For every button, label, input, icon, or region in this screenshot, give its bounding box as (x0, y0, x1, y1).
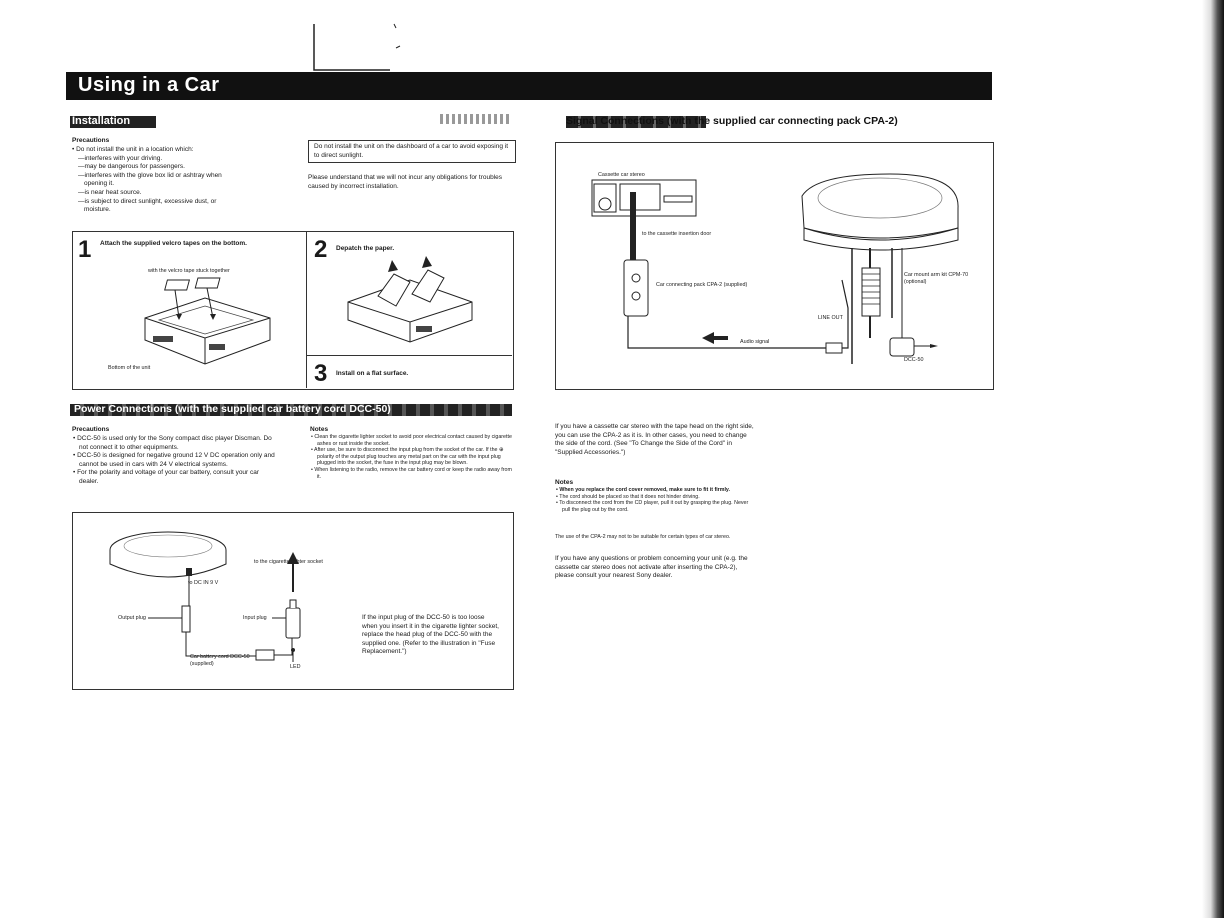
step1-number: 1 (78, 236, 92, 263)
steps-divider-h (306, 355, 512, 356)
steps-divider-v (306, 231, 307, 388)
step2-number: 2 (314, 236, 328, 263)
audio-signal-label: Audio signal (740, 339, 770, 345)
signal-notes-heading: Notes (555, 479, 574, 486)
power-notes-heading: Notes (310, 426, 329, 433)
step1-label-top: with the velcro tape stuck together (148, 268, 230, 274)
dashboard-warning-text: Do not install the unit on the dashboard of a car to avoid exposing it to direct sunlight. (314, 143, 509, 159)
line-out-label: LINE OUT (818, 315, 843, 321)
signal-notes-list (555, 487, 755, 513)
insertion-door-label: to the cassette insertion door (642, 231, 712, 237)
signal-note-item: • When you replace the cord cover removed, make sure to fit it firmly. (556, 487, 730, 493)
step3-text: Install on a flat surface. (336, 370, 409, 377)
signal-para2: The use of the CPA-2 may not to be suitable for certain types of car stereo. (555, 534, 731, 540)
power-title: Power Connections (with the supplied car battery cord DCC-50) (74, 403, 391, 415)
power-note-item: • When listening to the radio, remove the car battery cord or keep the radio away from it. (311, 466, 512, 480)
cassette-stereo-label: Cassette car stereo (598, 172, 645, 178)
page-edge-shadow (1202, 0, 1224, 918)
install-precautions-heading: Precautions (72, 137, 110, 144)
dcc50-label: DCC-50 (904, 357, 924, 363)
power-precautions-heading: Precautions (72, 426, 110, 433)
install-precaution-line: —interferes with your driving. (78, 154, 163, 162)
power-note-item: • After use, be sure to disconnect the input plug from the socket of the car. If the ⊕ polarity of the output plug touches any metal part on the car with the input plug plugged into the socket, the fuse in the input plug may be blown. (311, 447, 504, 467)
installation-title: Installation (72, 115, 131, 127)
power-precaution-item: • DCC-50 is used only for the Sony compact disc player Discman. Do not connect it to other equipments. (73, 435, 272, 451)
input-plug-label: Input plug (243, 615, 267, 621)
install-precaution-line: moisture. (84, 206, 111, 214)
cigarette-socket-label: to the cigarette lighter socket (254, 559, 323, 565)
installation-title-residue (440, 114, 510, 124)
led-label: LED (290, 664, 301, 670)
power-note-item: • Clean the cigarette lighter socket to avoid poor electrical contact caused by cigarette ashes or rust inside the socket. (311, 434, 512, 447)
step2-text: Depatch the paper. (336, 245, 395, 252)
power-precautions-list (72, 435, 280, 487)
install-precaution-line: opening it. (84, 180, 114, 188)
output-plug-label: Output plug (118, 615, 146, 621)
fuse-replacement-note: If the input plug of the DCC-50 is too loose when you insert it in the cigarette lighter socket, replace the head plug of the DCC-50 with the supplied one. (Refer to the illustration in "Fuse Replacement.") (362, 614, 499, 656)
signal-note-item: • The cord should be placed so that it does not hinder driving. (556, 493, 700, 500)
dc-in-label: to DC IN 9 V (188, 580, 219, 586)
install-precautions-list (72, 146, 272, 215)
signal-para1: If you have a cassette car stereo with the tape head on the right side, you can use the CPA-2 as it is. In other cases, you need to change the side of the cord. (See "To Change the Side of the Cord" in "Supplied Accessories.") (555, 423, 754, 456)
install-precaution-line: —is subject to direct sunlight, excessive dust, or (78, 197, 217, 205)
scan-marks (300, 18, 410, 78)
signal-note-item: • To disconnect the cord from the CD player, pull it out by grasping the plug. Never pull the plug out by the cord. (556, 500, 749, 513)
power-precaution-item: • DCC-50 is designed for negative ground 12 V DC operation only and cannot be used in cars with 24 V electrical systems. (73, 452, 275, 468)
step1-label-bottom: Bottom of the unit (108, 365, 151, 371)
car-mount-arm-label: Car mount arm kit CPM-70 (optional) (904, 272, 969, 285)
install-precaution-line: • Do not install the unit in a location which: (72, 146, 194, 153)
power-precaution-item: • For the polarity and voltage of your car battery, consult your car dealer. (73, 469, 260, 485)
dashboard-warning-box (308, 140, 516, 163)
chapter-title: Using in a Car (78, 74, 220, 96)
install-precaution-line: —is near heat source. (78, 188, 142, 196)
velcro-unit-illustration (125, 274, 285, 370)
obligation-text: Please understand that we will not incur any obligations for troubles caused by incorrect installation. (308, 174, 503, 190)
signal-para3: If you have any questions or problem concerning your unit (e.g. the cassette car stereo does not activate after inserting the CPA-2), please consult your nearest Sony dealer. (555, 555, 748, 580)
power-notes-list (310, 434, 515, 480)
car-battery-cord-label: Car battery cord DCC-50 (supplied) (190, 654, 250, 667)
peel-paper-illustration (330, 254, 490, 350)
car-connecting-pack-label: Car connecting pack CPA-2 (supplied) (656, 282, 748, 288)
power-cord-illustration (100, 522, 340, 672)
install-precaution-line: —may be dangerous for passengers. (78, 163, 185, 171)
signal-title: Signal Connections (with the supplied car connecting pack CPA-2) (566, 115, 898, 127)
step1-text: Attach the supplied velcro tapes on the bottom. (100, 240, 247, 247)
install-precaution-line: —interferes with the glove box lid or ashtray when (78, 171, 222, 179)
step3-number: 3 (314, 360, 328, 387)
